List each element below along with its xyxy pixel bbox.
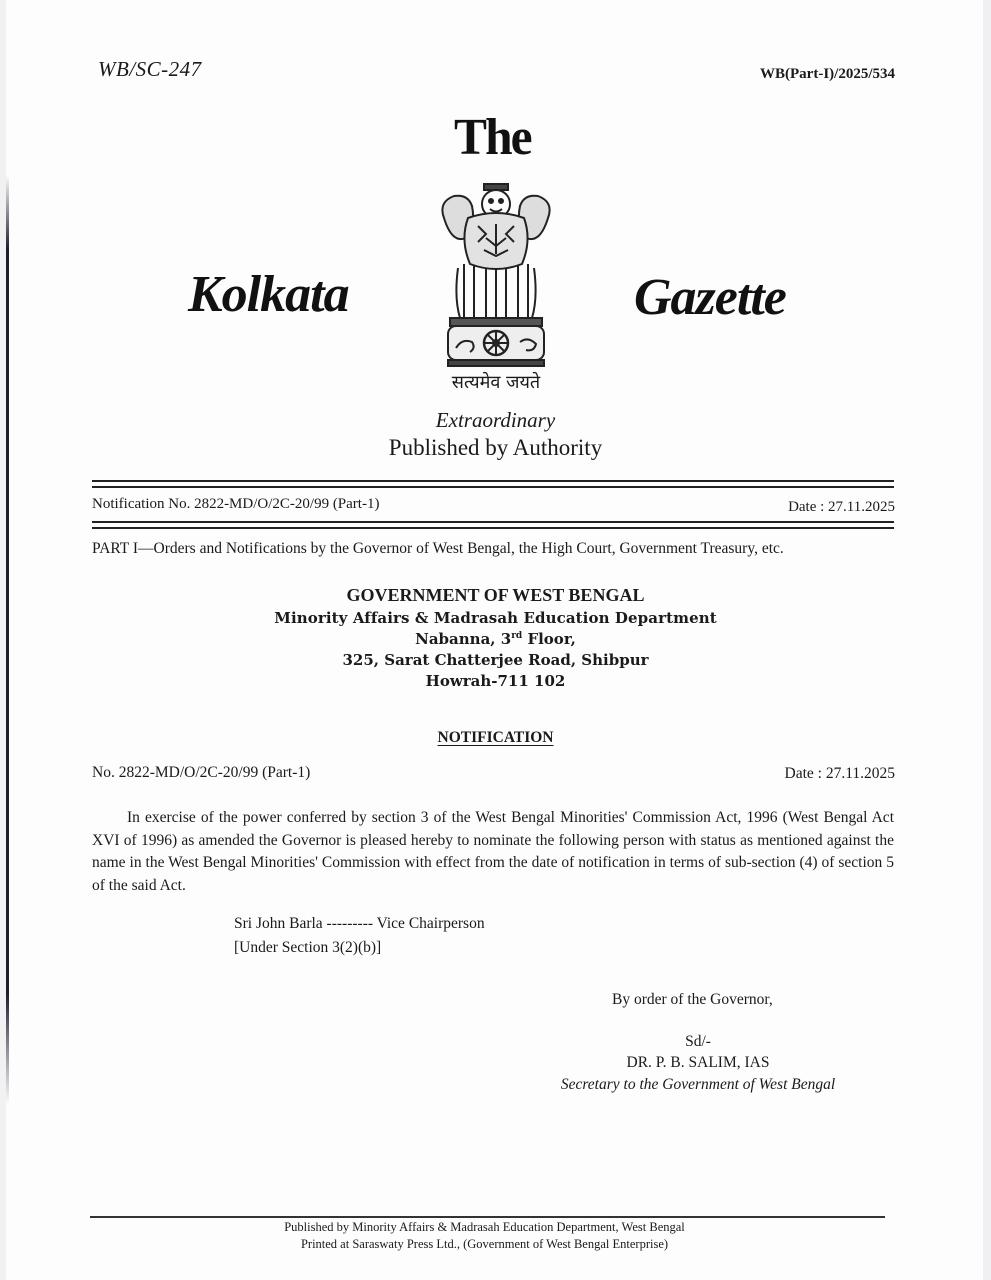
gazette-serial-ref: WB/SC-247 [98,57,202,81]
signature-sd: Sd/- [685,1033,711,1050]
gazette-part-ref: WB(Part-I)/2025/534 [760,66,895,82]
footer-published-by: Published by Minority Affairs & Madrasah Education Department, West Bengal [284,1220,685,1234]
header-rule-bottom-1 [92,521,894,523]
nominee-block [234,912,485,960]
masthead-the: The [454,109,531,166]
emblem-motto: सत्यमेव जयते [451,372,541,393]
footer-printed-at: Printed at Saraswaty Press Ltd., (Government of West Bengal Enterprise) [300,1237,669,1251]
address-line-2: 325, Sarat Chatterjee Road, Shibpur [342,651,649,669]
nominee-line: Sri John Barla --------- Vice Chairperson [234,915,485,932]
notification-date: Date : 27.11.2025 [784,765,895,782]
notification-number: No. 2822-MD/O/2C-20/99 (Part-1) [92,764,311,781]
published-by-authority: Published by Authority [388,435,603,460]
header-rule-top-1 [92,480,894,482]
signatory-designation: Secretary to the Government of West Bengal [560,1076,836,1093]
masthead-kolkata: Kolkata [188,266,349,323]
gazette-part-heading: PART I—Orders and Notifications by the Governor of West Bengal, the High Court, Government Treasury, etc. [92,540,784,557]
header-rule-bottom-2 [92,527,894,529]
address-line-1: Nabanna, 3rd Floor, [415,630,576,648]
department-name: Minority Affairs & Madrasah Education Department [274,609,717,627]
nominee-section: [Under Section 3(2)(b)] [234,939,382,956]
header-rule-top-2 [92,486,894,488]
masthead-gazette: Gazette [634,269,786,326]
address-line-3: Howrah-711 102 [425,672,566,690]
gazette-edition-label: Extraordinary [435,408,556,432]
state-emblem-icon [434,178,558,372]
notification-bar-number: Notification No. 2822-MD/O/2C-20/99 (Part-1) [92,496,380,512]
notification-body: In exercise of the power conferred by section 3 of the West Bengal Minorities' Commission Act, 1996 (West Bengal Act XVI of 1996) as amended the Governor is pleased hereby to nominate the following person with status as mentioned against the name in the West Bengal Minorities' Commission with effect from the date of notification in terms of sub-section (4) of section 5 of the said Act. [92,809,894,894]
notification-title: NOTIFICATION [437,729,554,746]
notification-bar-date: Date : 27.11.2025 [788,499,895,515]
footer-rule [90,1216,885,1218]
government-heading: GOVERNMENT OF WEST BENGAL [346,585,645,605]
signatory-name: DR. P. B. SALIM, IAS [626,1054,770,1071]
by-order-of-governor: By order of the Governor, [612,991,773,1008]
